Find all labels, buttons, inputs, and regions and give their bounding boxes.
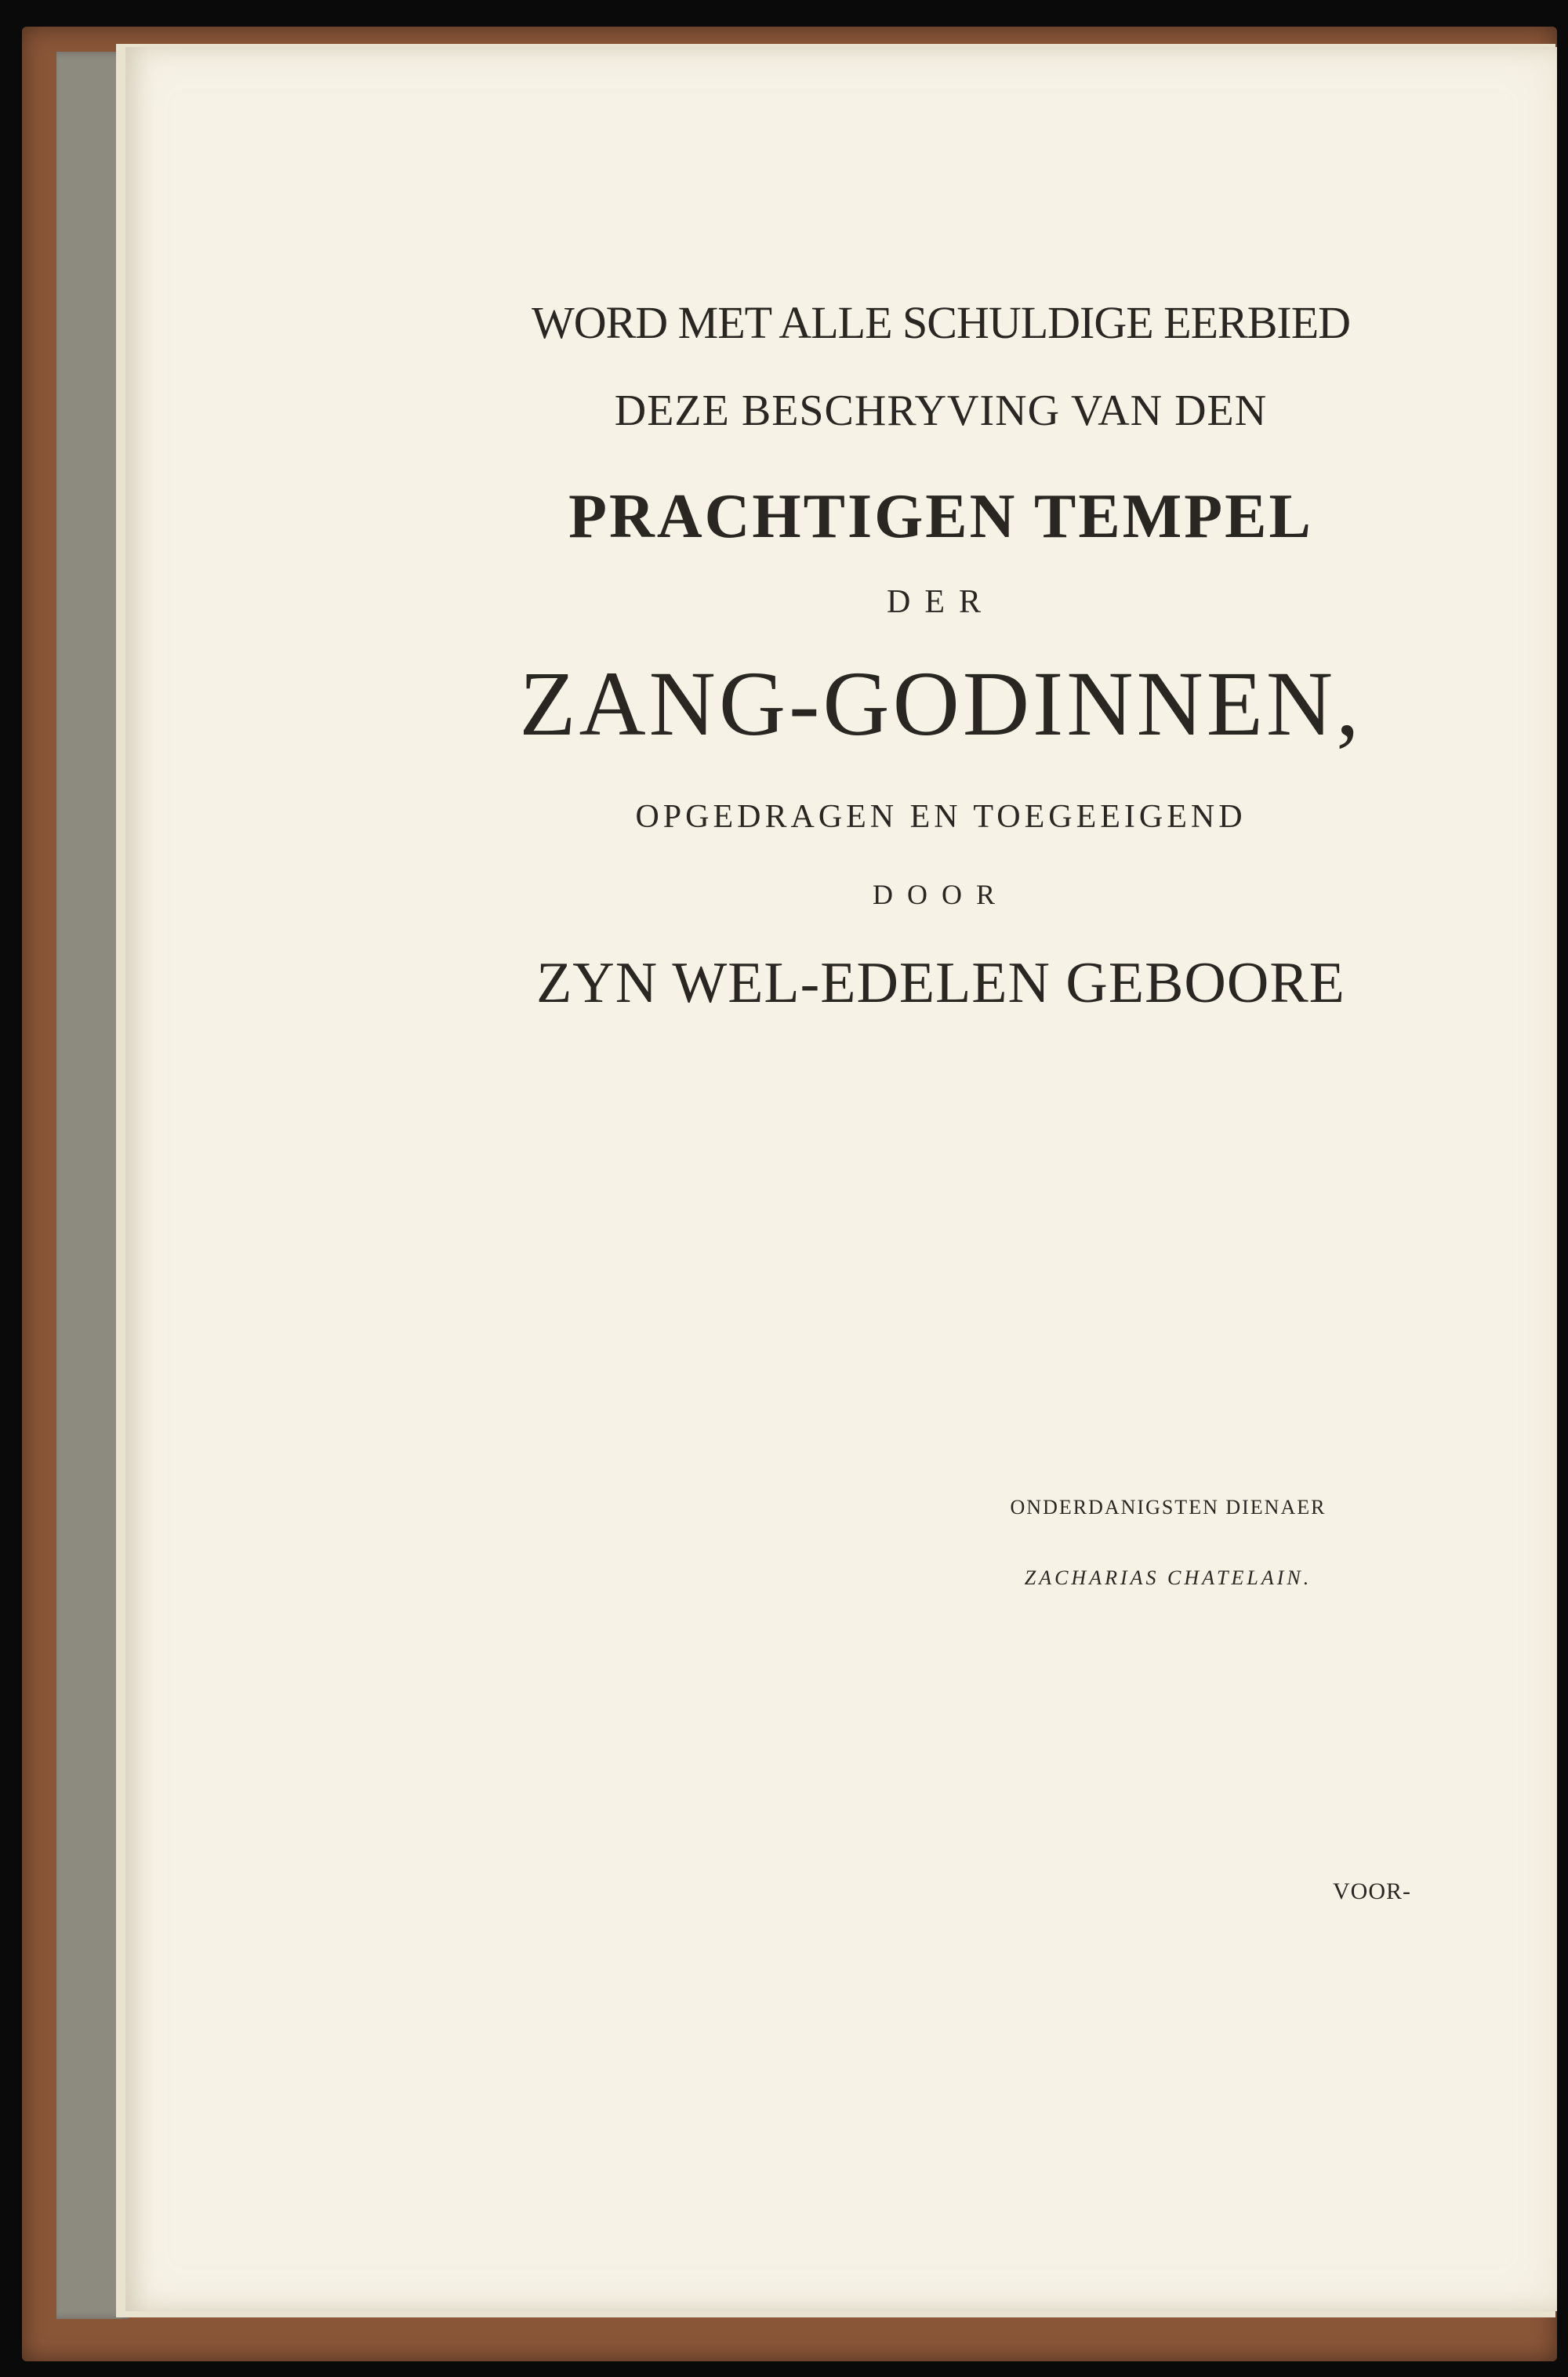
dedication-line-3: PRACHTIGEN TEMPEL — [568, 482, 1313, 551]
dedication-line-1: WORD MET ALLE SCHULDIGE EERBIED — [531, 297, 1351, 348]
dedication-line-6: OPGEDRAGEN EN TOEGEEIGEND — [635, 799, 1247, 835]
dedication-title: ZANG-GODINNEN, — [519, 652, 1363, 755]
dedication-line-7: DOOR — [872, 879, 1009, 910]
dedication-line-2: DEZE BESCHRYVING VAN DEN — [614, 386, 1268, 435]
signature-title: ONDERDANIGSTEN DIENAER — [1010, 1496, 1327, 1519]
signature-name: ZACHARIAS CHATELAIN. — [1024, 1566, 1312, 1589]
dedication-line-8: ZYN WEL-EDELEN GEBOORE — [536, 951, 1345, 1015]
catchword: VOOR- — [1333, 1878, 1411, 1904]
dedication-line-4: DER — [887, 584, 995, 620]
